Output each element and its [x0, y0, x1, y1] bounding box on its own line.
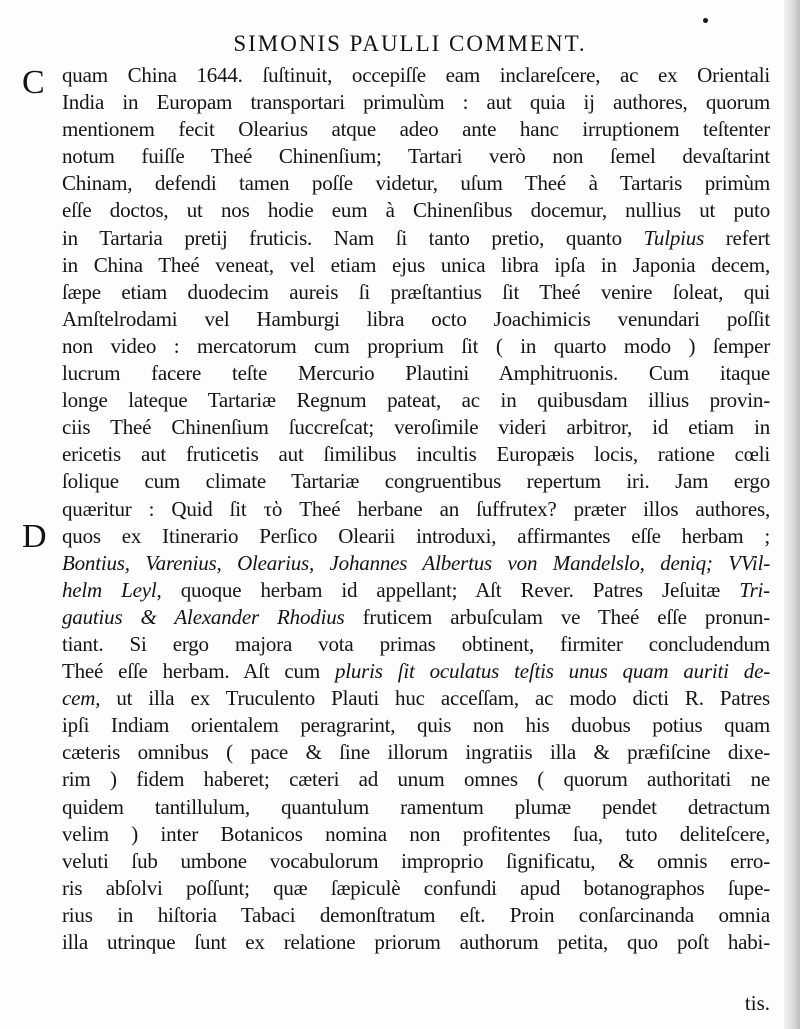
text-segment: quos ex Itinerario Perſico Olearii introduxi, affirmantes eſſe herbam ; [62, 523, 770, 548]
text-segment: ſolique cum climate Tartariæ congruentibus repertum iri. Jam ergo [62, 469, 770, 494]
text-line [62, 496, 770, 523]
body-text [62, 62, 770, 956]
text-line [62, 848, 770, 875]
text-line [62, 929, 770, 956]
text-line [62, 225, 770, 252]
text-line [62, 170, 770, 197]
italic-segment: cem, [62, 686, 101, 711]
text-line [62, 550, 770, 577]
italic-segment: pluris ſit oculatus teſtis unus quam auriti de- [334, 659, 770, 684]
text-segment: quam China 1644. ſuſtinuit, occepiſſe eam inclareſcere, ac ex Orientali [62, 63, 770, 87]
text-segment: velim ) inter Botanicos nomina non profitentes ſua, tuto deliteſcere, [62, 821, 770, 846]
text-line [62, 387, 770, 414]
text-segment: quidem tantillulum, quantulum ramentum plumæ pendet detractum [62, 794, 770, 819]
text-segment: ipſi Indiam orientalem peragrarint, quis non his duobus potius quam [62, 713, 770, 738]
text-line [62, 333, 770, 360]
text-line [62, 523, 770, 550]
text-line [62, 631, 770, 658]
text-line [62, 577, 770, 604]
italic-segment: Bontius, Varenius, Olearius, Johannes Albertus von Mandelslo, deniq; VVil- [62, 550, 770, 575]
text-line [62, 89, 770, 116]
initial-letter-d: D [22, 518, 47, 555]
text-segment: veluti ſub umbone vocabulorum improprio ſignificatu, & omnis erro- [62, 848, 770, 873]
text-segment: mentionem fecit Olearius atque adeo ante hanc irruptionem teſtenter [62, 117, 770, 142]
italic-segment: gautius & Alexander Rhodius [62, 604, 345, 629]
initial-letter-c: C [22, 64, 45, 101]
text-segment: non video : mercatorum cum proprium ſit ( in quarto modo ) ſemper [62, 333, 770, 358]
text-line [62, 794, 770, 821]
text-segment: cæteris omnibus ( pace & ſine illorum ingratiis illa & præfiſcine dixe- [62, 740, 770, 765]
text-line [62, 252, 770, 279]
text-segment: Theé eſſe herbam. Aſt cum [62, 659, 335, 684]
text-segment: Chinam, defendi tamen poſſe videtur, uſum Theé à Tartaris primùm [62, 171, 770, 196]
text-line [62, 414, 770, 441]
text-segment: rius in hiſtoria Tabaci demonſtratum eſt. Proin conſarcinanda omnia [62, 902, 770, 927]
text-line [62, 875, 770, 902]
text-line [62, 441, 770, 468]
page-binding-edge [784, 0, 800, 1029]
text-line [62, 306, 770, 333]
text-segment: ſæpe etiam duodecim aureis ſi præſtantius ſit Theé venire ſoleat, qui [62, 279, 770, 304]
text-line [62, 279, 770, 306]
text-segment: illa utrinque ſunt ex relatione priorum authorum petita, quo poſt habi- [62, 930, 770, 954]
text-line [62, 658, 770, 685]
text-line [62, 766, 770, 793]
text-segment: quæritur : Quid ſit τὸ Theé herbane an ſuffrutex? præter illos authores, [62, 496, 770, 521]
italic-segment: helm Leyl [62, 577, 157, 602]
text-segment: rim ) fidem haberet; cæteri ad unum omnes ( quorum authoritati ne [62, 767, 770, 792]
text-segment: fruticem arbuſculam ve Theé eſſe pronun- [344, 604, 770, 629]
text-segment: , quoque herbam id appellant; Aſt Rever. Patres Jeſuitæ [156, 577, 740, 602]
catchword: tis. [744, 991, 770, 1015]
text-segment: eſſe doctos, ut nos hodie eum à Chinenſibus docemur, nullius ut puto [62, 198, 770, 223]
text-segment: in Tartaria pretij fruticis. Nam ſi tanto pretio, quanto [62, 225, 644, 250]
ink-speck [703, 18, 708, 23]
text-segment: notum fuiſſe Theé Chinenſium; Tartari verò non ſemel devaſtarint [62, 144, 770, 169]
text-line [62, 143, 770, 170]
text-line [62, 604, 770, 631]
text-line [62, 821, 770, 848]
text-line [62, 468, 770, 495]
italic-segment: Tri- [739, 577, 770, 602]
text-line [62, 62, 770, 89]
running-head: SIMONIS PAULLI COMMENT. [233, 31, 587, 56]
text-segment: India in Europam transportari primulùm : aut quia ij authores, quorum [62, 90, 770, 115]
text-line [62, 902, 770, 929]
text-segment: ris abſolvi poſſunt; quæ ſæpiculè confundi apud botanographos ſupe- [62, 875, 770, 900]
text-segment: Amſtelrodami vel Hamburgi libra octo Joachimicis venundari poſſit [62, 306, 770, 331]
text-segment: refert [704, 225, 771, 250]
text-line [62, 712, 770, 739]
text-line [62, 197, 770, 224]
text-line [62, 360, 770, 387]
text-segment: lucrum facere teſte Mercurio Plautini Amphitruonis. Cum itaque [62, 361, 770, 386]
text-line [62, 685, 770, 712]
text-segment: ciis Theé Chinenſium ſuccreſcat; veroſimile videri arbitror, id etiam in [62, 415, 770, 440]
text-segment: longe lateque Tartariæ Regnum pateat, ac in quibusdam illius provin- [62, 388, 770, 413]
text-line [62, 116, 770, 143]
text-segment: in China Theé veneat, vel etiam ejus unica libra ipſa in Japonia decem, [62, 252, 770, 277]
italic-segment: Tulpius [643, 225, 705, 250]
text-segment: ericetis aut fruticetis aut ſimilibus incultis Europæis locis, ratione cœli [62, 442, 770, 467]
text-line [62, 739, 770, 766]
text-segment: ut illa ex Truculento Plauti huc acceſſam, ac modo dicti R. Patres [100, 686, 770, 711]
text-segment: tiant. Si ergo majora vota primas obtinent, firmiter concludendum [62, 631, 770, 656]
